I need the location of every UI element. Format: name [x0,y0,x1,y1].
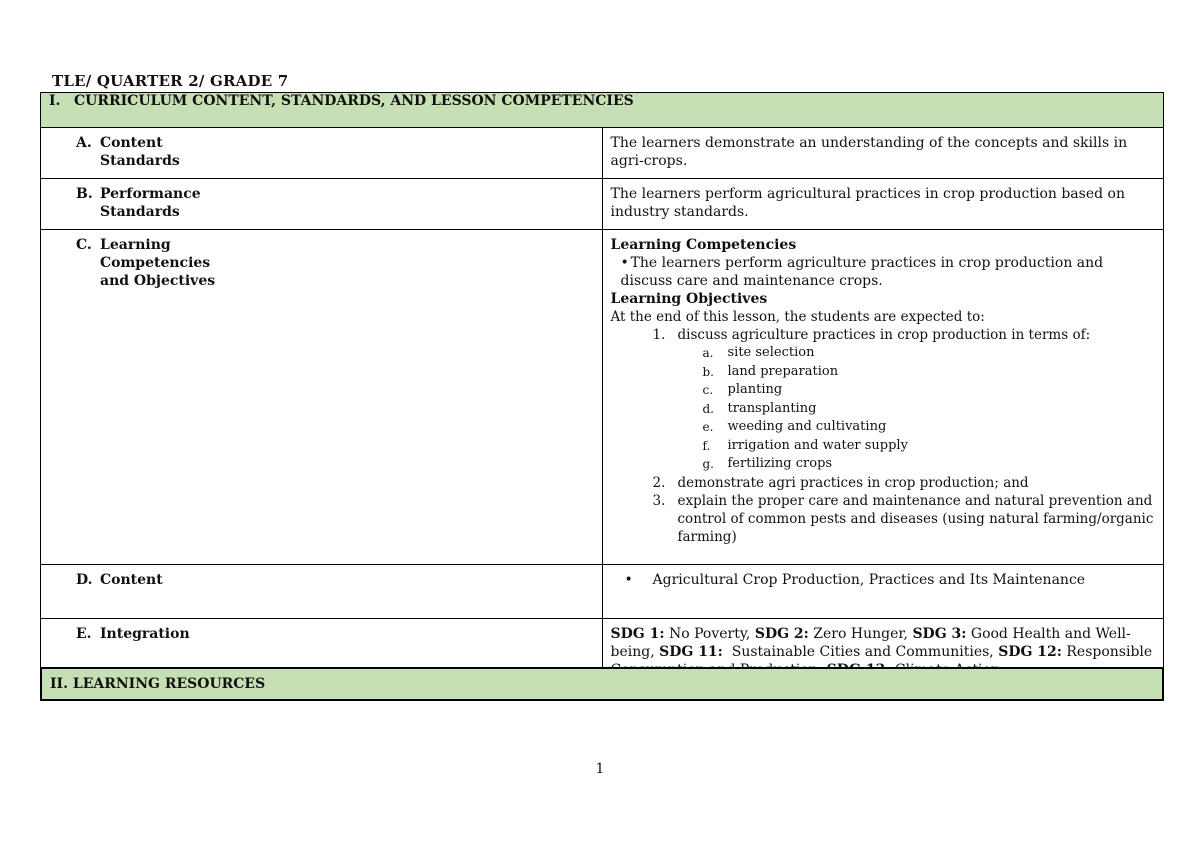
row-letter: D. [76,571,93,588]
row-letter: C. [76,237,92,253]
performance-standards-text: The learners perform agricultural practices in crop production based on industry standards. [602,179,1164,230]
list-item [611,326,1156,474]
list-item [678,400,1091,419]
sub-item-letter: e. [702,420,714,434]
list-item [678,418,1091,437]
sub-item-text: transplanting [727,400,817,416]
sdg-code: SDG 3: [912,625,967,642]
sub-item-letter: a. [702,346,714,360]
list-item [611,492,1156,546]
row-label-line: Standards [100,153,180,169]
sub-item-letter: f. [702,438,711,453]
sdg-name: Responsible [1066,643,1153,660]
row-label-line: Performance [100,186,201,202]
competency-text: The learners perform agriculture practices in crop production and discuss care and maintenance crops. [620,255,1104,289]
sub-item-text: fertilizing crops [727,456,833,471]
objectives-heading: Learning Objectives [610,291,768,307]
content-text: Agricultural Crop Production, Practices and Its Maintenance [652,571,1086,588]
list-item [678,344,1091,363]
sub-item-text: land preparation [727,363,839,379]
objective-text: discuss agriculture practices in crop production in terms of: [677,327,1091,343]
objectives-list [611,326,1156,546]
row-label-line: Competencies [100,255,211,271]
bullet-icon: • [620,255,629,271]
objective-number: 1. [652,327,666,343]
row-label-line: Learning [100,237,171,253]
section-header-cell [41,93,1164,128]
sub-item-text: irrigation and water supply [727,437,908,453]
sub-item-letter: d. [702,401,714,416]
sdg-name: Zero Hunger, [813,625,908,642]
row-label [41,179,603,230]
list-item [611,474,1156,492]
row-label [41,564,603,618]
sdg-name: Sustainable Cities and Communities, [731,643,994,660]
practice-sublist [678,344,1091,474]
objective-number: 3. [652,492,666,509]
sdg-code: SDG 2: [754,625,809,642]
sub-item-letter: g. [702,457,714,471]
competency-bullet-item [611,254,1156,290]
objective-text: explain the proper care and maintenance and natural prevention and control of common pests and diseases (using natural farming/organic farming) [677,492,1154,545]
sdg-code: SDG 11: [659,643,723,660]
row-label-line: Standards [100,204,180,220]
table-row-content [41,564,1164,618]
table-row-content-standards [41,128,1164,179]
sub-item-text: weeding and cultivating [727,419,887,434]
row-label [41,128,603,179]
bullet-icon: • [624,571,633,588]
sdg-name: No Poverty, [668,625,751,642]
curriculum-table [40,92,1164,686]
sdg-code: SDG 12: [998,643,1062,660]
row-letter: B. [76,186,93,202]
sub-item-letter: c. [702,383,714,397]
sdg-code: SDG 1: [610,625,665,642]
content-cell [602,564,1164,618]
row-letter: E. [76,625,92,642]
row-label-line: Content [100,135,163,151]
list-item [678,437,1091,456]
row-label-line: and Objectives [100,273,216,289]
section-header-learning-resources: II. LEARNING RESOURCES [40,667,1164,701]
row-label [41,230,603,565]
row-label-line: Integration [100,625,190,642]
row-label-line: Content [100,571,163,588]
content-standards-text: The learners demonstrate an understanding of the concepts and skills in agri-crops. [602,128,1164,179]
table-row-learning-competencies [41,230,1164,565]
list-item [678,381,1091,400]
section-title: CURRICULUM CONTENT, STANDARDS, AND LESSON COMPETENCIES [74,93,634,109]
objective-number: 2. [652,474,666,491]
list-item [678,363,1091,382]
row-letter: A. [76,135,92,151]
sub-item-text: planting [727,382,783,397]
page-number: 1 [595,761,605,777]
section-number: I. [49,93,61,109]
competencies-cell [602,230,1164,565]
sub-item-letter: b. [702,364,714,379]
objective-text: demonstrate agri practices in crop production; and [677,474,1029,491]
competencies-heading: Learning Competencies [610,237,797,253]
section-header-curriculum [41,93,1164,128]
sdg-name: Good Health and Well-being, [610,625,1131,660]
list-item [678,455,1091,474]
table-row-performance-standards [41,179,1164,230]
objectives-intro: At the end of this lesson, the students are expected to: [610,309,985,325]
document-title: TLE/ QUARTER 2/ GRADE 7 [52,72,289,90]
sub-item-text: site selection [727,345,815,360]
